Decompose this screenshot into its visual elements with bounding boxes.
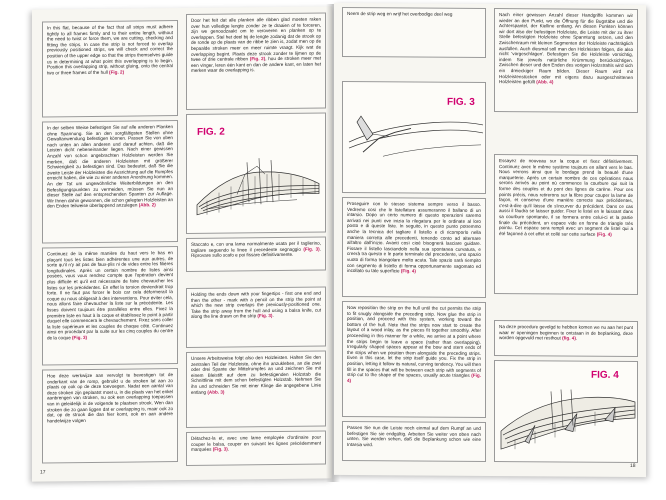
left-page xyxy=(32,6,332,481)
paragraph-text: . Riprovare sullo scafo e poi fissare definitivamente. xyxy=(191,246,321,259)
figure-reference: (Fig. 4) xyxy=(596,231,612,237)
paragraph-text: , hou de stroken meer met een vinger, leren één kant en dan de andere kant, en laten het merken waar de overlapping is. xyxy=(191,55,321,74)
paragraph-text: Détachez-la et, avec une lame employée d'ordinaire pour couper le balsa, couper en suivant les lignes précédemment marquées xyxy=(191,434,321,453)
figure-reference: (Fig. 4) xyxy=(347,372,481,383)
paragraph-text: . xyxy=(575,335,578,341)
figure-reference: (Fig. 2) xyxy=(249,56,266,62)
text-block-german-2 xyxy=(186,350,326,427)
text-block-italian-r xyxy=(342,197,486,298)
figure-2 xyxy=(186,112,326,233)
paragraph-text: Hoe deze werkwijze aan vervolgt te bevestigen tot de onderkant van de romp, gebruikt u de stroken lat aan zo plaats op ook op de deze toevoegen. Nadat een aantal van deze stroken zijn geplaatst moet u, in die plaats van het enkel aanbrengen van stroken, nu ook een overlapping toepassen van in geleidelijk in de volgende te plaatsen strook. Wen dan stroken die zo gaan liggen dat er overlapping is, maar ook zo dat, op de strook die dan hier komt, ook en aan andere handelwijze volgen xyxy=(47,372,173,424)
text-block-french-2 xyxy=(186,430,326,465)
page-number: 18 xyxy=(630,462,636,470)
paragraph-text: Unsere Arbeitsweise folgt also den Holzleisten. Halten Sie den zentralen Teil der Holzleiste, ohne ihn anzukleben, an die zwei oder drei Spante der Mittelrumpfes an und zeichnen Sie mit einem Bleistift auf dem zu befestigenden Holzstab die Schnittlinie mit dem schon befestigten Holzstab. Nehmen Sie ihn und schneiden Sie mit einer Klinge die angegebene Linie entlang xyxy=(191,354,321,395)
figure-reference: (Fig. 3) xyxy=(303,246,320,252)
text-block-italian xyxy=(186,236,326,271)
figure-reference: (Fig. 3) xyxy=(212,446,228,452)
figure-reference: (Abb. 4) xyxy=(536,79,554,85)
paragraph-text: . xyxy=(272,313,274,319)
text-block-dutch-r2 xyxy=(494,320,638,357)
paragraph-text: Continuez de la même manière du haut vers le bas en plaçant tous les listes bien adhérentes une aux autres, de sorte qu'il n'y ait pas de faux-plis ni de vides entre les filières longitudinales. Après un certain nombre de listes ainsi posées, vous vous rendrez compte que l'opération devient plus difficile et qu'il est nécessaire de faire chevaucher les listes sur les précédentes. En effet la torsion deviendrait trop forte. Il ne faut pas forcer le bois car cela déformerait la coque ou nous obligerait à des interventions. Pour éviter cela, nous allons faire chevaucher la liste sur la précédente. Les lisses doivent toujours être parallèles entre elles. Fixez la première liste en haut à la coque et établissez le point à partir duquel elle commencera le chevauchement. Fixez sans coller la liste supérieure et les couples de chaque côté. Continuez ainsi en procédant par la suite sur les cinq couples du centre de la coque xyxy=(47,250,173,341)
text-block-dutch-r xyxy=(342,7,486,58)
paragraph-text: Now reposition the strip on the hull until the cut permits the strip to fit snugly alongside the preceding strip. Now glue the strip in position, and proceed with this system, working toward the bottom of the hull. Note that the strips now start to create the layout of a wood inlay, as the pieces fit together smoothly. After proceeding in this manner for a while, we arrive at a point where the strips begin to leave a space (rather than overlapping). Irregularly shaped spaces appear at the bow and stern ends of the strips when we position them alongside the preceding strips. Even in this case, let the strip itself guide you. Fix the strip in position, letting it follow its natural, curving tendency. You will then fill in the spaces that will be between each strip with segments of strip cut to the shape of the spaces, usually acute triangles xyxy=(347,305,481,378)
paragraph-text: Staccato e, con una lama normalmente usata per il taglierino, tagliare seguendo le linee il precedente segnaggio xyxy=(191,240,321,253)
text-block-german-r2 xyxy=(494,8,638,113)
text-block-french-r xyxy=(494,154,638,295)
strip-marking-illustration xyxy=(343,82,486,194)
paragraph-text: Door het feit dat alle planken alle ribben glad moeten raken over hun volledige lengte zonder ze te draaien of te forceren, zijn we genoodzaakt om te veroveren en planken op te overlappen. Stel het deel bij de lengte zodanig dat de strook op de ronde op de plaats van de ribbe te zien is, zodat men op de bepaalde stroken meer en meer ruimte vraagt. Kijk wat de overlapping begint. Plaats deze strook zonder te lijmen op de twee of drie centrale ribben xyxy=(191,16,321,63)
figure-reference: (Fig. 3) xyxy=(257,313,273,319)
right-page xyxy=(334,3,646,477)
paragraph-text: In der selben Weise befestigen Sie auf alle anderen Planken ohne Spannung. Sie an den sorgfältigsten Stellen ohne Gewaltanwendung befestigen können. Passen Sie von oben nach unten an allen anderen und darauf achten, daß die Leisten dicht nebeneinander liegen. Nach einer gewissen Anzahl von schon angebrachten Holzleisten werden Sie merken, daß die anderen Holzleisten mit größerer Schwierigkeit zu befestigen sind. Das bedeutet, daß Sie die zweite Leiste der Holzleisten die Ausrichtung auf die Rumpfes erreicht haben, die wie zu einer anderen Anordnung kommen. An der Tat um ungewöhnliche Weiterbildungen an den Befestigungspunkten zu vermeiden, müssen Sie nun an dieser Stelle auf den entsprechenden Spanten zur Auflage. Wir Ihnen dahin gewonnen, die schon gelegten Holzleisten an den Enden teilweise überlappend anzulegen xyxy=(47,124,173,209)
text-block-dutch-fig2 xyxy=(186,12,326,109)
text-block-french xyxy=(42,246,178,365)
paragraph-text: Na deze procedure gevolgd te hebben komen we nu aan het punt waar er openingen beginnen te ontstaan in de beplanking, deze worden opgevuld met resthout xyxy=(499,324,633,341)
text-block-english xyxy=(186,286,326,347)
figure-3 xyxy=(342,81,486,194)
figure-reference: (Abb. 2) xyxy=(138,202,156,208)
paragraph-text: Holding the ends down with your fingertips - first one end and then the other - mark with a pencil on the strip the point at which the new strip overlaps the previously-positioned one. Take the strip away from the hull and using a balsa knife, cut along the line drawn on the strip xyxy=(191,290,321,320)
paragraph-text: Nach einer gewissen Anzahl dieser Handgriffe kommen wir wieder an den Punkt, wo die Öffnung für die Bugstäbe und die Achterspantel, der Kielline entlang. An diesen Punkten können wir dort also der befestigen Holzleiste, die Leiste mit der zu ihrer Stelle befestigten Holzleiste ohne Spanntung setzen, und den Zwischenraum mit kleinen Segmenten der Holzleiste nachträglich ausfüllen. Auch diesmal soll man den Holzleisten folgen, die also nicht 'vorgeschlagen'. Befestigen Sie die Holzleiste vorsichtig, indem Sie jeweils natürliche Krümmung berücksichtigen. Zwischen dieser und den Enden des vorigen Holzstrahls wird sich ein dreieckiger Raum bilden. Dieser Raum wird mit Holzleistenstücken oder mit eigens dazu ausgeschnittenen Holzleisten gefüllt xyxy=(499,12,633,85)
paragraph-text: Essayez de nouveau sur la coque et fixez définitivement. Continuez avec le même système toujours en allant vers le bas. Nous verrons ainsi que le bordage prend la beauté d'une marqueterie. Après un certain nombre de ces opérations nous serons arrivés au point où commence la courbure qui suit la forme des couples et du pont des lignes de carène. Pour ces points précis, nous retirerons sur la fibre pour couper la lame de façon, et conserve d'une manière correcte aux précédentes, c'est-à-dire qu'il laisse de s'incurver du précédent. Dans ce cas aussi il faudra se laisser guider. Fixer le listel en le laissant dans sa courbure spontanée, il se formera entre celui-ci et la partie finale du précédent, un espace vide en forme de triangle très pointu. Cet espace sera rempli avec un segment de listel qui a été façonné à cet effet et collé sur cette surface xyxy=(499,158,633,237)
figure-reference: (Fig. 4) xyxy=(400,268,416,274)
paragraph-text: In this flat, because of the fact that all strips must adhere tightly to all frames firmly and to their entire length, without the need to twist or force them, we are cutting, checking and fitting the strips. In case the strip is not forced to overlap previously positioned strips, we will check and correct the position of the upper edge so that the strips themselves guide us in determining at what point this overlapping is to begin. Position this overlapping strip, without gluing, onto the central two or three frames of the hull xyxy=(47,24,173,76)
paragraph-text: Neem de strip weg en wrijf het overbodige deel weg xyxy=(347,11,453,17)
hull-inlay-illustration xyxy=(495,361,638,463)
text-block-english-r xyxy=(342,301,486,418)
figure-reference: (Fig. 3) xyxy=(72,334,88,341)
figure-4 xyxy=(494,360,638,463)
paragraph-text: Proseguire con lo stesso sistema sempre verso il basso. Vedremo così che le listellature assumeranno il ballano di un intarsio. Dopo un certo numero di questo operazioni saremo arrivati nei punti ove inizia la rilegatura per le ordinate al loro posto e di queste liste. In seguito, in questo punto potremmo anche la tecnica del tagliare il listello e di ricomporlo nella maniera corretta alle precedenti, tenendo conto ad alternare all'altro dall'inizio. Avanti così cioè bisognerà lasciare guidare. Fissare il listello lasciandolo nella sua spontanea curvatura, e creerà tra questo e le parte terminale del precedente, uno spazio vuoto di forma triangolare molto acuta. Tale spazio sarà riempito con segmento di listello di forma opportunamente sagomato ed incollato su tale superficie xyxy=(347,201,481,274)
text-block-dutch xyxy=(42,368,178,463)
hull-planking-illustration xyxy=(187,113,326,233)
figure-reference: (Fig. 2) xyxy=(109,69,125,75)
text-block-german xyxy=(42,120,178,243)
paragraph-text: Passen Sie nun die Leiste noch einmal auf dem Rumpf an und befestigen Sie sie endgültig. Arbeiten Sie weiter von oben nach unten. Sie werden sehen, daß die Beplankung schon wie eine Intarsia wird. xyxy=(347,425,481,447)
text-block-german-r xyxy=(342,421,486,462)
figure-label: FIG. 3 xyxy=(447,96,475,108)
figure-reference: (fig. 4) xyxy=(562,335,576,341)
paragraph-text: . xyxy=(227,446,230,452)
figure-reference: (Abb. 3) xyxy=(207,389,225,395)
text-block-english-intro xyxy=(42,20,178,117)
figure-label: FIG. 4 xyxy=(591,369,619,381)
page-number: 17 xyxy=(40,469,46,476)
figure-label: FIG. 2 xyxy=(197,126,225,138)
